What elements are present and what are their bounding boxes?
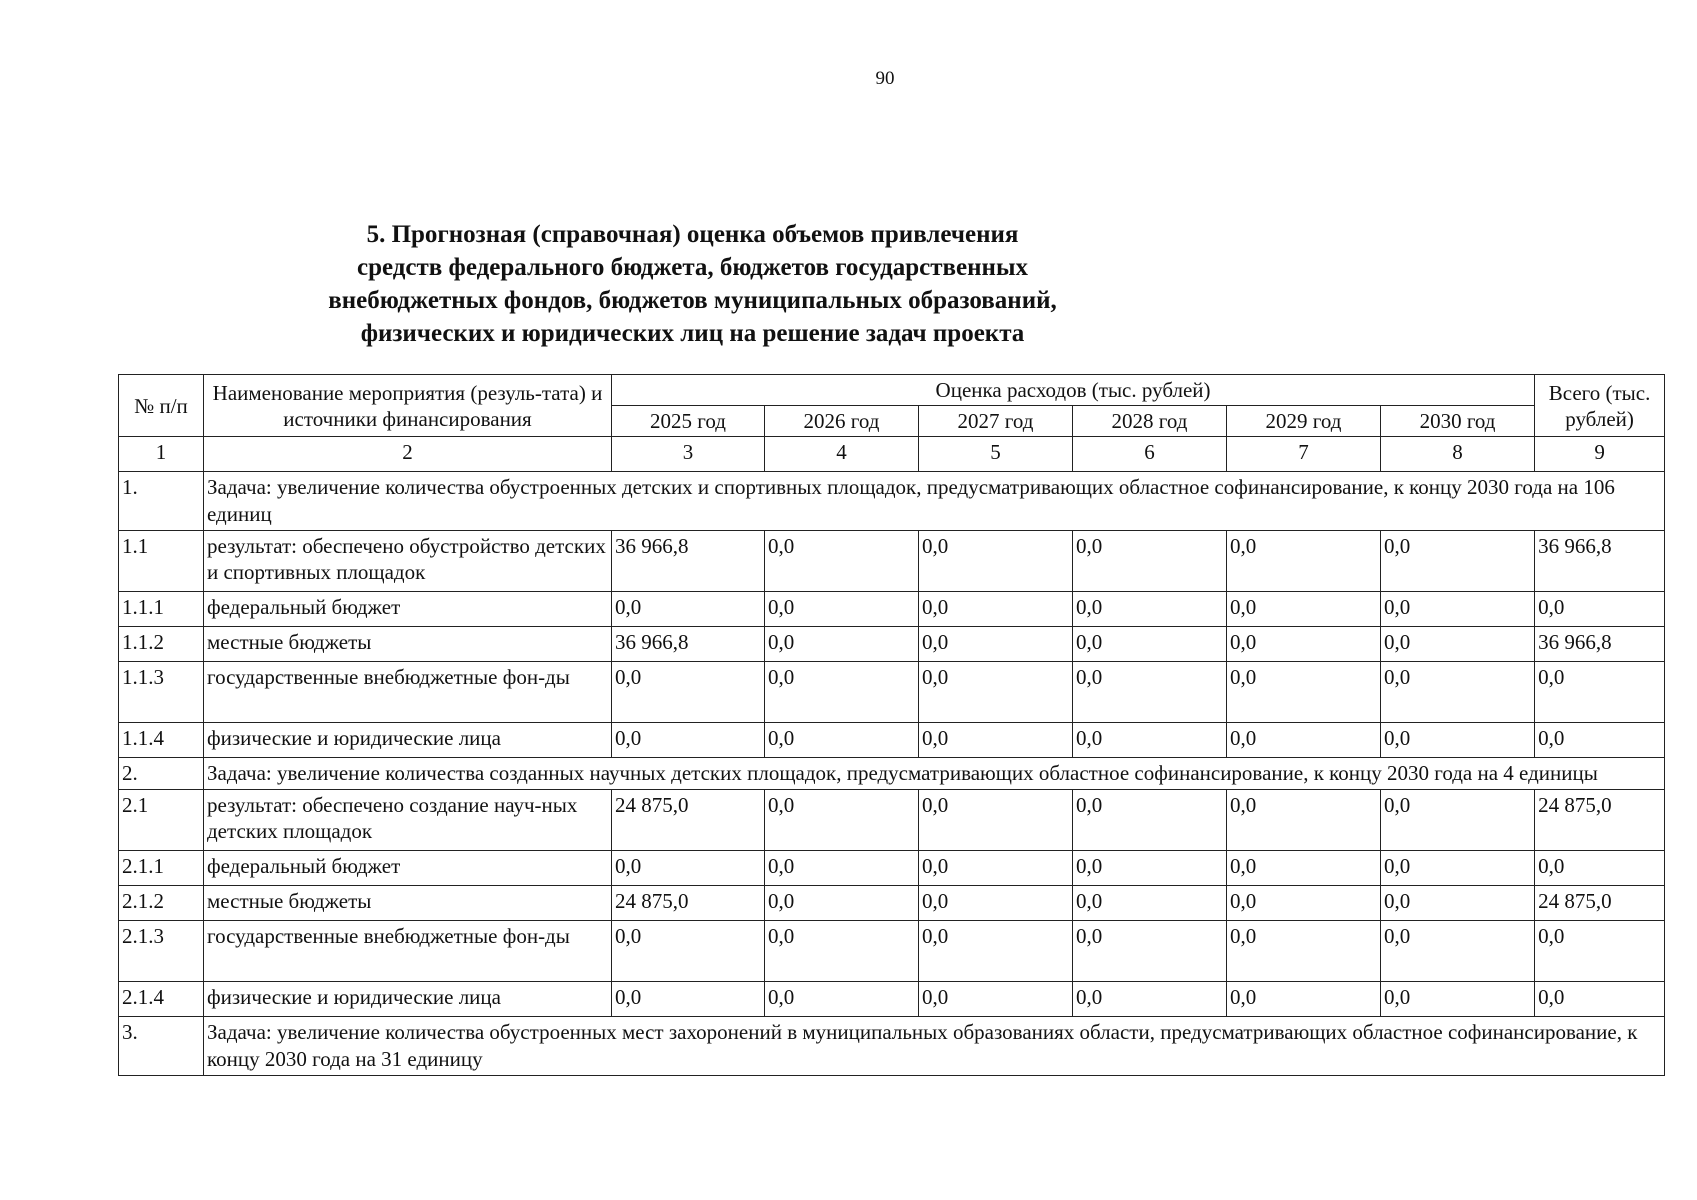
cell-total: 0,0: [1535, 851, 1665, 886]
header-total: Всего (тыс. рублей): [1535, 375, 1665, 437]
row-name: местные бюджеты: [204, 886, 612, 921]
row-num: 1.: [119, 472, 204, 531]
cell-value: 0,0: [1227, 851, 1381, 886]
task-row: [119, 472, 1665, 531]
header-year: 2028 год: [1073, 406, 1227, 437]
table-row: [119, 627, 1665, 662]
row-name: результат: обеспечено обустройство детских и спортивных площадок: [204, 531, 612, 592]
cell-value: 0,0: [1227, 886, 1381, 921]
cell-value: 0,0: [765, 851, 919, 886]
cell-value: 36 966,8: [612, 531, 765, 592]
funding-table: [118, 374, 1665, 1076]
cell-value: 0,0: [765, 531, 919, 592]
task-row: [119, 1017, 1665, 1076]
title-line: 5. Прогнозная (справочная) оценка объемов привлечения: [366, 221, 1019, 248]
cell-value: 0,0: [765, 662, 919, 723]
row-num: 1.1: [119, 531, 204, 592]
cell-total: 0,0: [1535, 723, 1665, 758]
title-line: внебюджетных фондов, бюджетов муниципальных образований,: [328, 287, 1057, 314]
cell-value: 0,0: [1073, 723, 1227, 758]
cell-value: 0,0: [919, 627, 1073, 662]
cell-value: 0,0: [765, 982, 919, 1017]
cell-value: 0,0: [612, 723, 765, 758]
row-name: федеральный бюджет: [204, 851, 612, 886]
cell-value: 0,0: [1073, 886, 1227, 921]
column-number: 7: [1227, 437, 1381, 472]
table-row: [119, 723, 1665, 758]
table-row: [119, 886, 1665, 921]
cell-value: 0,0: [1227, 723, 1381, 758]
row-num: 2.1.4: [119, 982, 204, 1017]
cell-value: 0,0: [765, 723, 919, 758]
cell-value: 0,0: [612, 982, 765, 1017]
cell-value: 0,0: [919, 851, 1073, 886]
row-num: 2.1: [119, 790, 204, 851]
cell-value: 0,0: [1381, 790, 1535, 851]
task-text: Задача: увеличение количества обустроенных мест захоронений в муниципальных образованиях области, предусматривающих областное софинансирование, к концу 2030 года на 31 единицу: [204, 1017, 1665, 1076]
cell-total: 0,0: [1535, 982, 1665, 1017]
cell-value: 0,0: [1073, 662, 1227, 723]
cell-value: 0,0: [1381, 723, 1535, 758]
column-number: 4: [765, 437, 919, 472]
cell-value: 0,0: [919, 921, 1073, 982]
task-row: [119, 758, 1665, 790]
header-year: 2026 год: [765, 406, 919, 437]
table-row: [119, 592, 1665, 627]
row-num: 2.1.2: [119, 886, 204, 921]
cell-value: 0,0: [612, 662, 765, 723]
cell-value: 0,0: [919, 723, 1073, 758]
cell-value: 0,0: [1227, 531, 1381, 592]
row-num: 3.: [119, 1017, 204, 1076]
cell-value: 0,0: [1073, 592, 1227, 627]
cell-value: 0,0: [1381, 592, 1535, 627]
cell-value: 0,0: [1381, 886, 1535, 921]
cell-total: 0,0: [1535, 662, 1665, 723]
cell-value: 24 875,0: [612, 886, 765, 921]
column-number: 2: [204, 437, 612, 472]
cell-value: 0,0: [1227, 921, 1381, 982]
table-row: [119, 531, 1665, 592]
row-num: 1.1.2: [119, 627, 204, 662]
cell-value: 0,0: [1227, 627, 1381, 662]
cell-value: 0,0: [1381, 531, 1535, 592]
cell-value: 0,0: [1381, 921, 1535, 982]
document-title: [0, 218, 1385, 350]
cell-value: 24 875,0: [612, 790, 765, 851]
header-year: 2025 год: [612, 406, 765, 437]
cell-value: 0,0: [919, 531, 1073, 592]
cell-value: 0,0: [1073, 531, 1227, 592]
header-year: 2030 год: [1381, 406, 1535, 437]
row-num: 1.1.1: [119, 592, 204, 627]
cell-value: 0,0: [1381, 662, 1535, 723]
cell-value: 0,0: [1381, 627, 1535, 662]
header-estimate: Оценка расходов (тыс. рублей): [612, 375, 1535, 406]
cell-value: 0,0: [1227, 592, 1381, 627]
header-num: № п/п: [119, 375, 204, 437]
cell-value: 0,0: [919, 790, 1073, 851]
cell-value: 0,0: [765, 592, 919, 627]
table-row: [119, 662, 1665, 723]
cell-value: 0,0: [765, 921, 919, 982]
cell-total: 0,0: [1535, 592, 1665, 627]
cell-total: 36 966,8: [1535, 627, 1665, 662]
cell-value: 0,0: [1381, 851, 1535, 886]
column-number: 8: [1381, 437, 1535, 472]
cell-value: 0,0: [919, 886, 1073, 921]
row-name: результат: обеспечено создание науч-ных детских площадок: [204, 790, 612, 851]
cell-value: 0,0: [1073, 790, 1227, 851]
column-number: 5: [919, 437, 1073, 472]
cell-value: 0,0: [919, 982, 1073, 1017]
cell-value: 0,0: [1227, 662, 1381, 723]
header-year: 2029 год: [1227, 406, 1381, 437]
table-row: [119, 982, 1665, 1017]
row-num: 2.: [119, 758, 204, 790]
page-number: 90: [875, 68, 895, 89]
cell-value: 0,0: [1381, 982, 1535, 1017]
cell-value: 0,0: [1227, 982, 1381, 1017]
cell-value: 0,0: [1073, 627, 1227, 662]
column-number: 9: [1535, 437, 1665, 472]
row-num: 1.1.4: [119, 723, 204, 758]
row-name: физические и юридические лица: [204, 723, 612, 758]
cell-value: 0,0: [612, 921, 765, 982]
cell-total: 24 875,0: [1535, 886, 1665, 921]
title-line: средств федерального бюджета, бюджетов государственных: [357, 254, 1028, 281]
task-text: Задача: увеличение количества обустроенных детских и спортивных площадок, предусматривающих областное софинансирование, к концу 2030 года на 106 единиц: [204, 472, 1665, 531]
table-row: [119, 851, 1665, 886]
row-num: 2.1.3: [119, 921, 204, 982]
cell-total: 24 875,0: [1535, 790, 1665, 851]
column-number: 6: [1073, 437, 1227, 472]
row-name: физические и юридические лица: [204, 982, 612, 1017]
row-name: федеральный бюджет: [204, 592, 612, 627]
cell-value: 0,0: [1073, 851, 1227, 886]
task-text: Задача: увеличение количества созданных научных детских площадок, предусматривающих областное софинансирование, к концу 2030 года на 4 единицы: [204, 758, 1665, 790]
header-name: Наименование мероприятия (резуль-тата) и источники финансирования: [204, 375, 612, 437]
row-num: 1.1.3: [119, 662, 204, 723]
cell-value: 0,0: [1073, 982, 1227, 1017]
column-number: 1: [119, 437, 204, 472]
row-num: 2.1.1: [119, 851, 204, 886]
cell-value: 36 966,8: [612, 627, 765, 662]
cell-total: 0,0: [1535, 921, 1665, 982]
cell-value: 0,0: [765, 627, 919, 662]
cell-total: 36 966,8: [1535, 531, 1665, 592]
cell-value: 0,0: [612, 851, 765, 886]
header-year: 2027 год: [919, 406, 1073, 437]
column-number: 3: [612, 437, 765, 472]
table-row: [119, 790, 1665, 851]
row-name: государственные внебюджетные фон-ды: [204, 921, 612, 982]
row-name: местные бюджеты: [204, 627, 612, 662]
table-row: [119, 921, 1665, 982]
cell-value: 0,0: [1227, 790, 1381, 851]
cell-value: 0,0: [612, 592, 765, 627]
cell-value: 0,0: [919, 662, 1073, 723]
cell-value: 0,0: [765, 886, 919, 921]
cell-value: 0,0: [1073, 921, 1227, 982]
row-name: государственные внебюджетные фон-ды: [204, 662, 612, 723]
cell-value: 0,0: [919, 592, 1073, 627]
title-line: физических и юридических лиц на решение задач проекта: [360, 320, 1025, 347]
cell-value: 0,0: [765, 790, 919, 851]
